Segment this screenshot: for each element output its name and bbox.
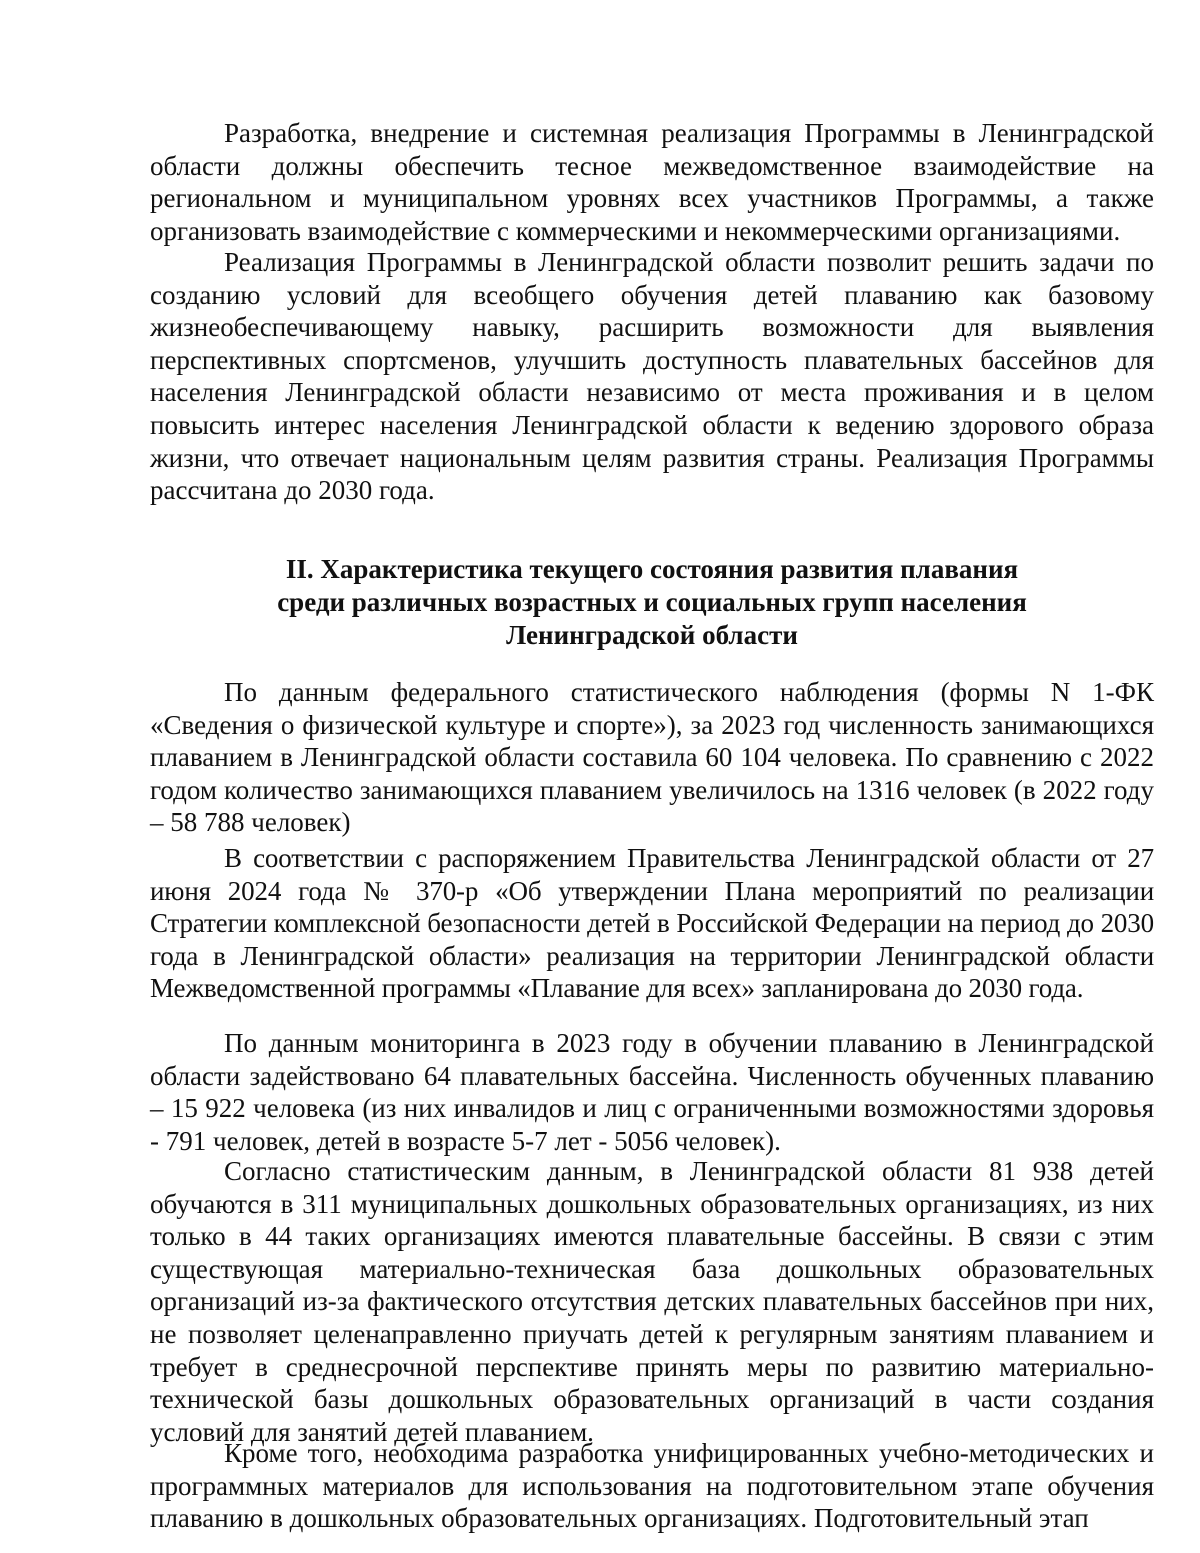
paragraph-program-development: Разработка, внедрение и системная реализация Программы в Ленинградской области должны обеспечить тесное межведомственное взаимодействие на региональном и муниципальном уровнях всех участников Программы, а также организовать взаимодействие с коммерческими и некоммерческими организациями.	[150, 118, 1154, 246]
paragraph-methodical-materials: Кроме того, необходима разработка унифицированных учебно-методических и программных материалов для использования на подготовительном этапе обучения плаванию в дошкольных образовательных организациях. Подготовительный этап	[150, 1438, 1154, 1534]
section-heading-line-3: Ленинградской области	[506, 620, 798, 650]
paragraph-federal-statistics: По данным федерального статистического наблюдения (формы N 1-ФК «Сведения о физической культуре и спорте»), за 2023 год численность занимающихся плаванием в Ленинградской области составила 60 104 человека. По сравнению с 2022 годом количество занимающихся плаванием увеличилось на 1316 человек (в 2022 году – 58 788 человек)	[150, 677, 1154, 838]
paragraph-government-order: В соответствии с распоряжением Правительства Ленинградской области от 27 июня 2024 года № 370-р «Об утверждении Плана мероприятий по реализации Стратегии комплексной безопасности детей в Российской Федерации на период до 2030 года в Ленинградской области» реализация на территории Ленинградской области Межведомственной программы «Плавание для всех» запланирована до 2030 года.	[150, 843, 1154, 1004]
section-heading	[150, 553, 1154, 652]
paragraph-preschool-statistics: Согласно статистическим данным, в Ленинградской области 81 938 детей обучаются в 311 муниципальных дошкольных образовательных организациях, из них только в 44 таких организациях имеются плавательные бассейны. В связи с этим существующая материально-техническая база дошкольных образовательных организаций из-за фактического отсутствия детских плавательных бассейнов при них, не позволяет целенаправленно приучать детей к регулярным занятиям плаванием и требует в среднесрочной перспективе принять меры по развитию материально-технической базы дошкольных образовательных организаций в части создания условий для занятий детей плаванием.	[150, 1156, 1154, 1447]
paragraph-program-implementation: Реализация Программы в Ленинградской области позволит решить задачи по созданию условий для всеобщего обучения детей плаванию как базовому жизнеобеспечивающему навыку, расширить возможности для выявления перспективных спортсменов, улучшить доступность плавательных бассейнов для населения Ленинградской области независимо от места проживания и в целом повысить интерес населения Ленинградской области к ведению здорового образа жизни, что отвечает национальным целям развития страны. Реализация Программы рассчитана до 2030 года.	[150, 247, 1154, 506]
section-heading-line-2: среди различных возрастных и социальных групп населения	[277, 587, 1027, 617]
paragraph-monitoring-data: По данным мониторинга в 2023 году в обучении плаванию в Ленинградской области задействовано 64 плавательных бассейна. Численность обученных плаванию – 15 922 человека (из них инвалидов и лиц с ограниченными возможностями здоровья - 791 человек, детей в возрасте 5-7 лет - 5056 человек).	[150, 1028, 1154, 1156]
section-heading-line-1: II. Характеристика текущего состояния развития плавания	[285, 554, 1019, 584]
